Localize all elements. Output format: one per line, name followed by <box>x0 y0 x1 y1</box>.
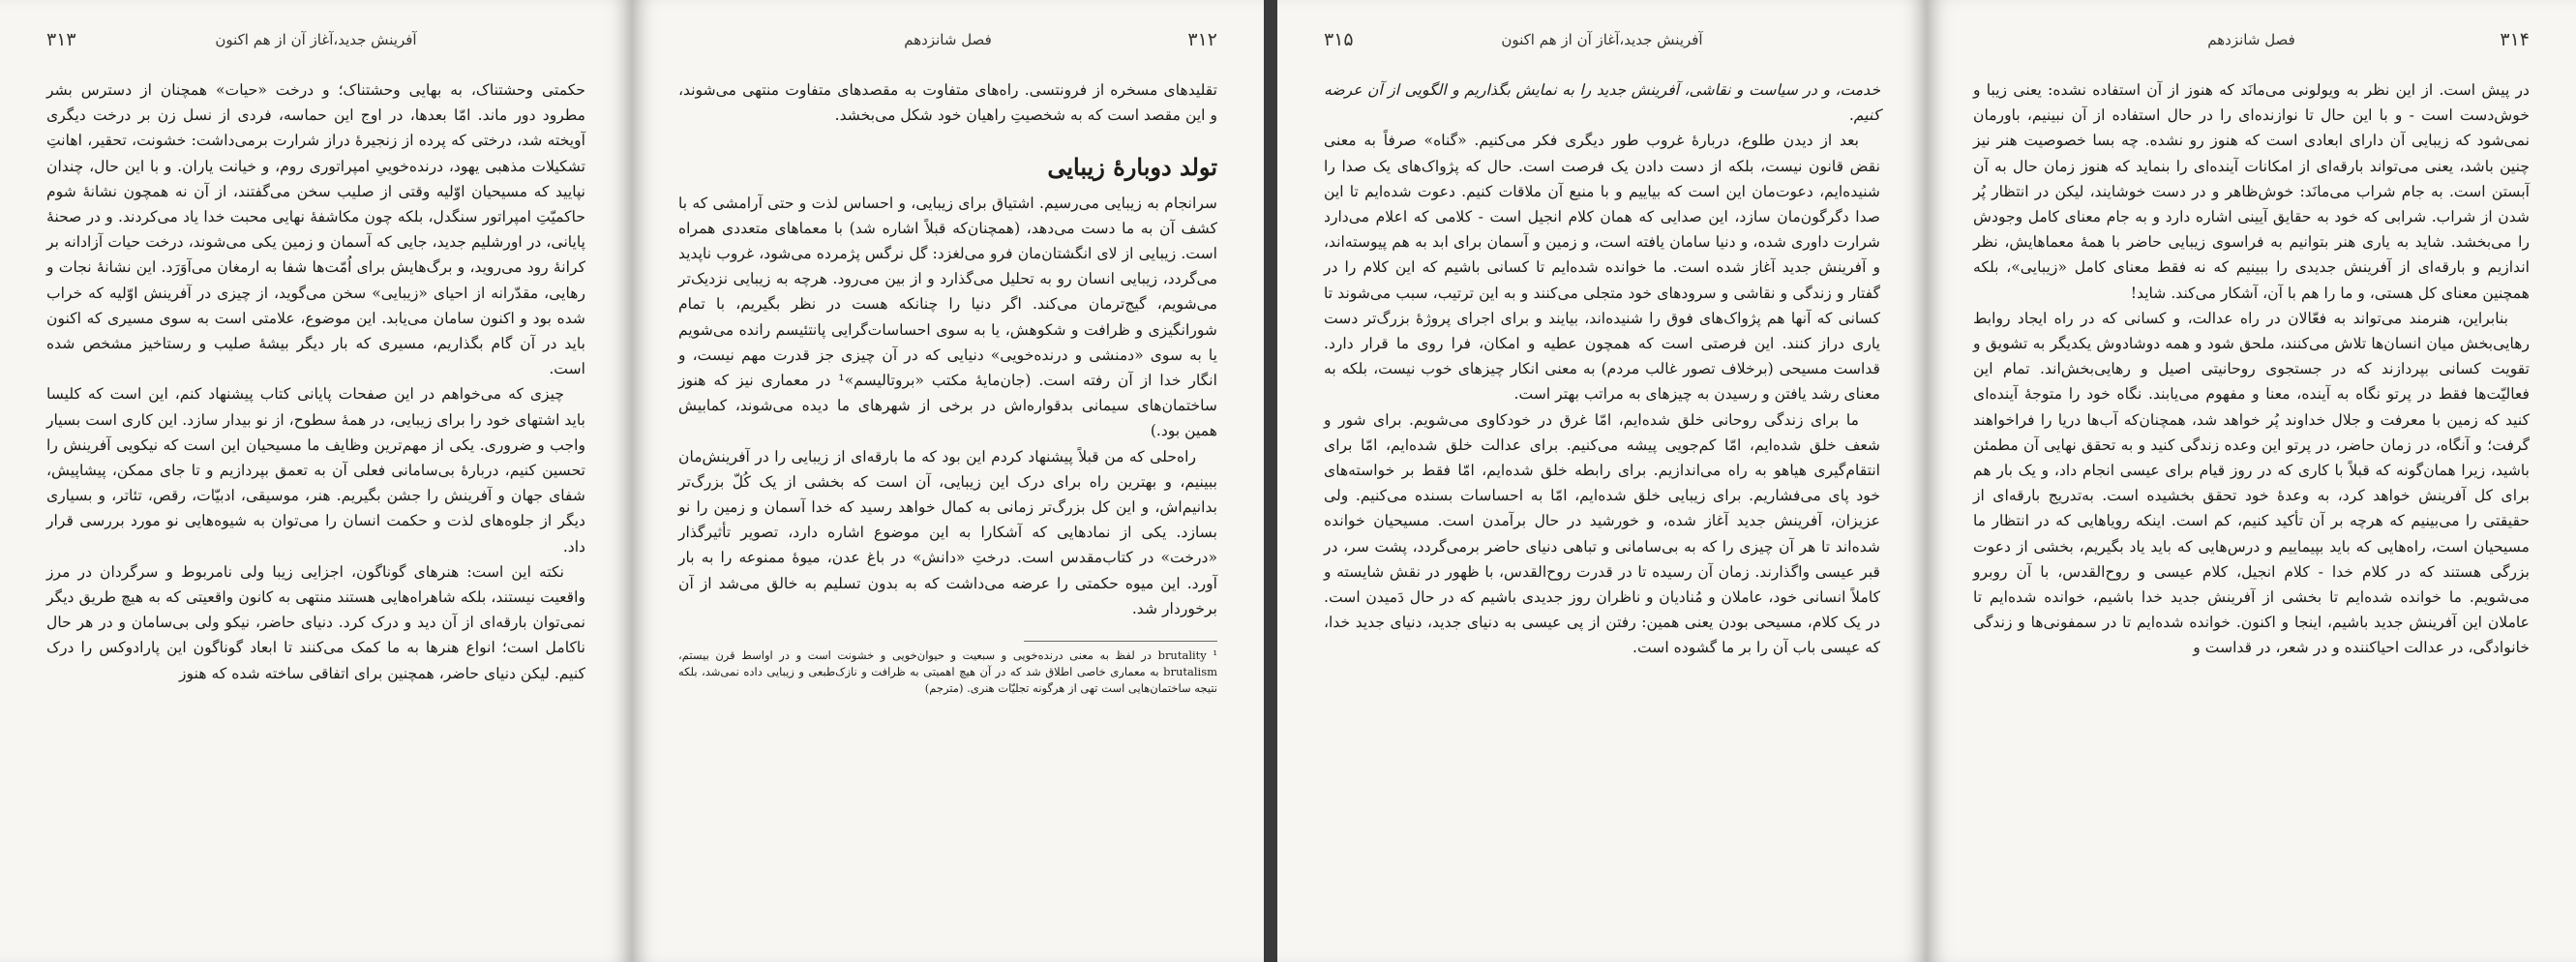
page-body <box>1973 77 2530 923</box>
paragraph: راه‌حلی که من قبلاً پیشنهاد کردم این بود که ما بارقه‌ای از زیبایی را در آفرینش‌مان ببینیم، و بهترین راه برای درک این زیبایی، آن است که بخشی از یک کُلّ بزرگ‌تر بدانیم‌اش، و این کل بزرگ‌تر زمانی به کمال خواهد رسید که خدا آسمان و زمین را نو بسازد. یکی از نمادهایی که آشکارا به این موضوع اشاره دارد، تصویر تأثیرگذار «درخت» در کتاب‌مقدس است. درختِ «دانش» در باغ عدن، میوهٔ ممنوعه را به بار آورد. این میوه حکمتی را عرضه می‌داشت که به بدون تسلیم به خالق می‌شد از آن برخوردار شد. <box>678 447 1217 617</box>
paragraph: سرانجام به زیبایی می‌رسیم. اشتیاق برای زیبایی، و احساس لذت و حتی آرامشی که با کشف آن به ما دست می‌دهد، (همچنان‌که قبلاً اشاره شد) با معماهای متعددی همراه است. زیبایی از لای انگشتان‌مان فرو می‌لغزد: گل نرگس پژمرده می‌شود، غروب ناپدید می‌گردد، زیبایی انسان رو به تحلیل می‌گذارد و از بین می‌رود. هرچه به زیبایی نزدیک‌تر می‌شویم، گیج‌تر‌مان می‌کند. اگر دنیا را چنانکه هست در نظر بگیریم، با تمام شورانگیزی و ظرافت و شکوهش، یا به سوی احساسات‌گرایی پانتئیسم رانده می‌شویم یا به سوی «دمنشی و درنده‌خویی» دنیایی که در آن چیزی جز قدرت مهم نیست، و انگار خدا از آن رفته است. (جان‌مایهٔ مکتب «بروتالیسم»¹ در معماری نیز که هنوز ساختمان‌های سیمانی بدقواره‌اش در برخی از شهرهای ما دیده می‌شوند، کمابیش همین بود.) <box>678 194 1217 440</box>
right-book-spread <box>1277 0 2576 962</box>
page-313 <box>0 0 632 962</box>
running-header <box>1324 29 1880 54</box>
running-title: آفرینش جدید،آغاز آن از هم اکنون <box>1501 31 1703 48</box>
paragraph: در پیش است. از این نظر به ویولونی می‌مانَد که هنوز از آن استفاده نشده: یعنی زیبا و خوش‌دست است - و با این حال تا نوازنده‌ای را در حال استفاده از آن نبینیم، باورمان نمی‌شود که زیبایی آن دارای ابعادی است که هنوز رو نشده. چه بسا خصوصیت هنر نیز چنین باشد، یعنی می‌تواند بارقه‌ای از امکانات آینده‌ای را بنماید که هنوز زمان حال به آن آبستن است. به جام شراب می‌مانَد: خوش‌ظاهر و در دست خوشایند، لیکن در انتظار پُر شدن از شراب. شرابی که خود به حقایق آیینی اشاره دارد و به جام معنای کامل وجودش را می‌بخشد. شاید به یاری هنر بتوانیم به فراسوی زیبایی حاضر با همهٔ معماهایش، نظر اندازیم و بارقه‌ای از آفرینش جدیدی را ببینیم که نه فقط معنای کامل «زیبایی»، بلکه همچنین معنای کل هستی، و ما را هم با آن، آشکار می‌کند. شاید! <box>1973 81 2530 302</box>
paragraph: ما برای زندگی روحانی خلق شده‌ایم، امّا غرق در خودکاوی می‌شویم. برای شور و شعف خلق شده‌ایم، امّا کم‌جویی پیشه می‌کنیم. برای عدالت خلق شده‌ایم، امّا برای انتقام‌گیری هیاهو به راه می‌اندازیم. برای رابطه خلق شده‌ایم، امّا فقط بر خواسته‌های خود پای می‌فشاریم. برای زیبایی خلق شده‌ایم، امّا به احساسات بسنده می‌کنیم. ولی عزیزان، آفرینش جدید آغاز شده، و خورشید در حال برآمدن است. مسیحیان خوانده شده‌اند تا هر آن چیزی را که به بی‌سامانی و تباهی دنیای حاضر برمی‌گردد، پشت سر، در قبر عیسی واگذارند. زمان آن رسیده تا در قدرت روح‌القدس، با ظهور در نقش شایسته و کاملاً انسانی خود، عاملان و مُنادیان و ناظران روز جدیدی باشیم که در حال دَمیدن است. در یک کلام، مسیحی بودن یعنی همین: رفتن از پی عیسی به دنیای جدید، دنیای جدید خدا، که عیسی باب آن را بر ما گشوده است. <box>1324 410 1880 657</box>
paragraph: نکته این است: هنرهای گوناگون، اجزایی زیبا ولی نامربوط و سرگردان در مرز واقعیت نیستند، بلکه شاهراه‌هایی هستند منتهی به کانون واقعیتی که به هیچ طریق دیگر نمی‌توان بارقه‌ای از آن دید و درک کرد. دنیای حاضر، نیکو ولی بی‌سامان و در هر حال ناکامل است؛ انواع هنرها به ما کمک می‌کنند تا ابعاد گوناگون این پارادوکس را درک کنیم. لیکن دنیای حاضر، همچنین برای اتفاقی ساخته شده که هنوز <box>46 562 585 682</box>
paragraph: بنابراین، هنرمند می‌تواند به فعّالان در راه عدالت، و کسانی که در راه ایجاد روابط رهایی‌بخش میان انسان‌ها تلاش می‌کنند، ملحق شود و همه دوشادوش یکدیگر به تشویق و تقویت کسانی بپردازند که در جستجوی روحانیتی اصیل و رهایی‌بخش‌اند. تمام این فعالیّت‌ها فقط در پرتو نگاه به آینده، معنا و مفهوم می‌یابند. نگاه خود را متوجهٔ آینده‌ای کنید که زمین با معرفت و جلال خداوند پُر خواهد شد، همچنان‌که آب‌ها دریا را فرا‌خواهند گرفت؛ و آنگاه، در زمان حاضر، در پرتو این وعده زندگی کنید و به تحقق نهایی آن مطمئن باشید، زیرا همان‌گونه که قبلاً با کاری که در روز قیام برای عیسی انجام داد، و یک بار هم برای کل آفرینش خواهد کرد، به وعدهٔ خود تحقق بخشیده است. به‌تدریج بارقه‌ای از حقیقتی را می‌بینیم که هرچه بر آن تأکید کنیم، کم است. اینکه رویاهایی که در انتظار ما مسیحیان است، راه‌هایی که باید بپیماییم و درس‌هایی که باید یاد بگیریم، بخشی از دعوت بزرگی هستند که در کلام خدا - کلام انجیل، کلام عیسی و روح‌القدس، با آن روبرو می‌شویم. ما خوانده شده‌ایم تا بخشی از آفرینش جدید خدا باشیم، خوانده شده‌ایم تا عاملان این آفرینش جدید باشیم، اینجا و اکنون. خوانده شده‌ایم تا در سمفونی‌ها و زندگی خانوادگی، در عدالت احیاکننده و در شعر، در قداست و <box>1973 309 2531 657</box>
running-header <box>678 29 1217 54</box>
page-314 <box>1927 0 2576 962</box>
italic-emphasis: خدمت، و در سیاست و نقاشی، آفرینش جدید را به نمایش بگذاریم و الگویی از آن عرضه کنیم. <box>1324 81 1880 125</box>
paragraph: حکمتی وحشتناک، به بهایی وحشتناک؛ و درخت «حیات» همچنان از دسترس بشر مطرود دور ماند. امّا بعدها، در اوج این حماسه، فردی از نسل زن بر درخت دیگری آویخته شد، درختی که پرده از زنجیرهٔ دراز شرارت برمی‌داشت: خشونت، تحقیر، اهانتِ تشکیلات مذهبی یهود، درنده‌خوییِ امپراتوری روم، و خیانت یاران. و با این حال، چندان نپایید که مسیحیان اوّلیه وقتی از صلیب سخن می‌گفتند، از آن نه همچون نشانهٔ شوم حاکمیّتِ امپراتور سنگدل، بلکه چون مکاشفهٔ نهایی محبت خدا یاد می‌کردند. و در صحنهٔ پایانی، در اورشلیم جدید، جایی که آسمان و زمین یکی می‌شوند، درخت حیات آزادانه بر کرانهٔ رود می‌روید، و برگ‌هایش برای اُمّت‌ها شفا به ارمغان می‌آوَرَد. این نشانهٔ نجات و رهایی، مقدّرانه از احیای «زیبایی» سخن می‌گوید، از چیزی در آفرینش اوّلیه که خراب شده بود و اکنون سامان می‌یابد. این موضوع، علامتی است به سوی مسیری که اکنون باید در آن گام بگذاریم، مسیری که بار دیگر بیشه‌ٔ صلیب و رستاخیز مشخص شده است. <box>46 81 585 378</box>
footnote-divider <box>1024 641 1217 642</box>
paragraph <box>1324 77 1880 128</box>
page-body <box>46 77 585 923</box>
page-number: ۳۱۲ <box>1187 29 1217 50</box>
paragraph: چیزی که می‌خواهم در این صفحات پایانی کتاب پیشنهاد کنم، این است که کلیسا باید اشتهای خود را برای زیبایی، در همهٔ سطوح، از نو بیدار سازد. این کاری است بسیار واجب و ضروری. یکی از مهم‌ترین وظایف ما مسیحیان این است که نیکویی آفرینش را تحسین کنیم، دربارهٔ بی‌سامانی فعلی آن به تعمق بپردازیم و تا جای ممکن، پیشاپیش، شفای جهان و آفرینش را جشن بگیریم. هنر، موسیقی، ادبیّات، رقص، تئاتر، و بسیاری دیگر از جلوه‌های لذت و حکمت انسان را می‌توان به شیوه‌هایی نو مورد بررسی قرار داد. <box>46 385 585 556</box>
left-book-spread <box>0 0 1264 962</box>
running-header <box>1973 29 2530 54</box>
paragraph: بعد از دیدن طلوع، دربارهٔ غروب طور دیگری فکر می‌کنیم. «گناه» صرفاً به معنی نقض قانون نیست، بلکه از دست دادن یک فرصت است. حال که پژواک‌های یک صدا را شنیده‌ایم، دعوت‌مان این است که بیاییم و با منبع آن ملاقات کنیم. دعوت شده‌ایم تا این صدا دگرگون‌مان سازد، این صدایی که همان کلام انجیل است - کلامی که اعلام می‌دارد شرارت داوری شده، و دنیا سامان یافته است، و زمین و آسمان برای ابد به هم پیوسته‌اند، و آفرینش جدید آغاز شده است. ما خوانده شده‌ایم تا کسانی باشیم که این کلام را در گفتار و زندگی و نقاشی و سرودهای خود متجلی می‌کنند و به این ترتیب، سبب می‌شوند تا کسانی که آنها هم پژواک‌های فوق را شنیده‌اند، بیایند و برای اجرای پروژهٔ بزرگ‌تر دست یاری دراز کنند. این فرصتی است که همچون عطیه و امکان، فرا روی ما قرار دارد. قداست مسیحی (برخلاف تصور غالب مردم) به معنی انکار چیزهای خوب نیست، بلکه به معنای رشد یافتن و رسیدن به چیزهای به مراتب بهتر است. <box>1324 132 1880 404</box>
page-body <box>1324 77 1880 923</box>
page-number: ۳۱۳ <box>46 29 76 50</box>
page-315 <box>1277 0 1927 962</box>
page-body <box>678 77 1217 923</box>
page-number: ۳۱۴ <box>2500 29 2530 50</box>
paragraph: تقلیدهای مسخره از فرونتسی. راه‌های متفاوت به مقصدهای متفاوت منتهی می‌شوند، و این مقصد است که به شخصیتِ راهیان خود شکل می‌بخشد. <box>678 81 1217 125</box>
running-title: فصل شانزدهم <box>904 31 992 48</box>
running-title: آفرینش جدید،آغاز آن از هم اکنون <box>215 31 417 48</box>
running-header <box>46 29 585 54</box>
running-title: فصل شانزدهم <box>2207 31 2295 48</box>
page-number: ۳۱۵ <box>1324 29 1354 50</box>
page-312 <box>632 0 1264 962</box>
footnote: ¹ brutality در لفظ به معنی درنده‌خویی و سبعیت و حیوان‌خویی و خشونت است و در اواسط قرن بیستم، brutalism به معماری خاصی اطلاق شد که در آن هیچ اهمیتی به ظرافت و نازک‌طبعی و زیبایی داده نمی‌شد، بلکه نتیجه ساختمان‌هایی است تهی از هرگونه تجلیّات هنری. (مترجم) <box>678 648 1218 696</box>
section-heading: تولد دوبارهٔ زیبایی <box>1047 153 1217 182</box>
